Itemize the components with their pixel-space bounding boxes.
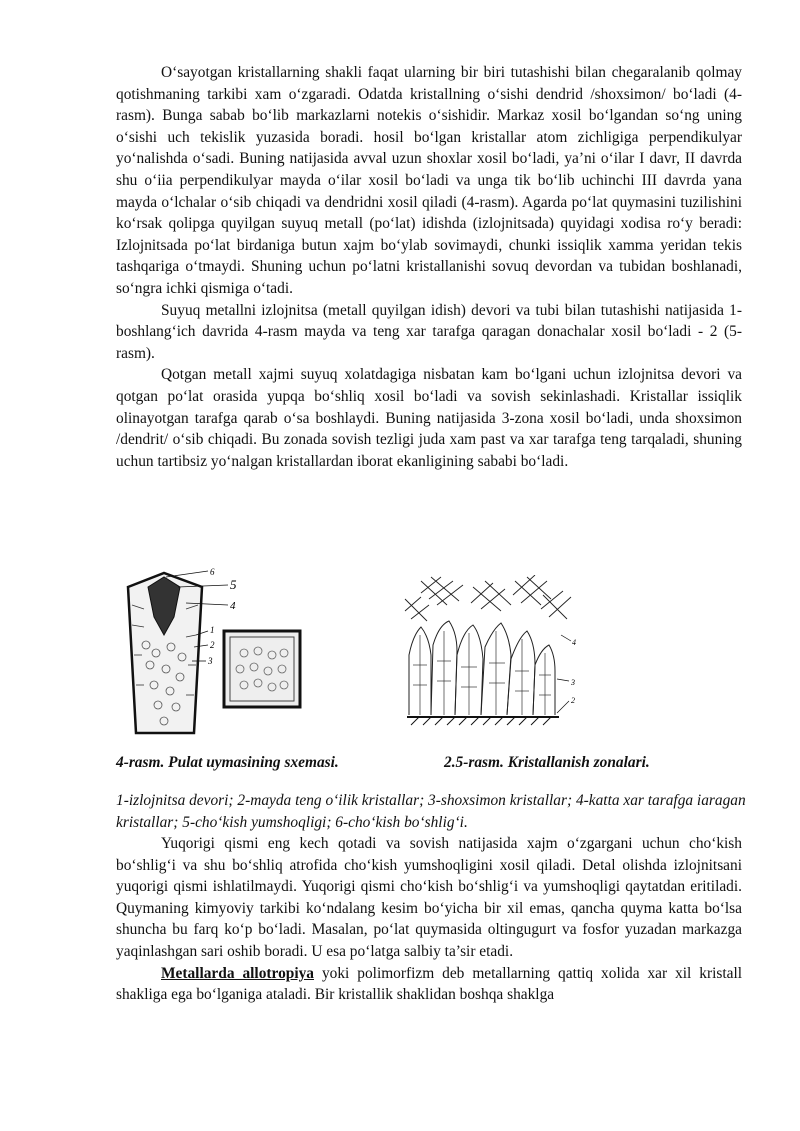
label-3: 3 — [208, 656, 213, 666]
crystallization-zones-figure — [401, 575, 591, 735]
paragraph-3: Qotgan metall xajmi suyuq xolatdagiga nisbatan kam bo‘lgani uchun izlojnitsa devori va qotgan po‘lat orasida yupqa bo‘shliq xosil bo‘ladi va sovish sekinlashadi. Kristallar issiqlik olinayotgan tarafga qarab o‘sa boshlaydi. Buning natijasida 3-zona xosil bo‘ladi, unda shoxsimon /dendrit/ o‘sib chiqadi. Bu zonada sovish tezligi juda xam past va xar tarafga teng tarqaladi, shuning uchun tartibsiz yo‘nalgan kristallardan iborat ekanligining sababi bo‘ladi. — [116, 366, 742, 470]
label-6: 6 — [210, 567, 215, 577]
allotropy-term: Metallarda allotropiya — [161, 964, 315, 982]
caption-fig4: 4-rasm. Pulat uymasining sxemasi. — [116, 754, 339, 771]
label-1: 1 — [210, 625, 215, 635]
caption-fig5: 2.5-rasm. Kristallanish zonalari. — [444, 754, 650, 771]
figures-row — [116, 565, 742, 745]
paragraph-5 — [116, 963, 742, 1006]
body-text-top — [116, 62, 742, 472]
zone-label-3: 3 — [571, 678, 575, 687]
paragraph-2: Suyuq metallni izlojnitsa (metall quyilgan idish) devori va tubi bilan tutashishi natijasida 1-boshlang‘ich davrida 4-rasm mayda va teng xar tarafga qaragan donachalar xosil bo‘ladi - 2 (5-rasm). — [116, 301, 742, 362]
zone-label-4: 4 — [572, 638, 576, 647]
zone-label-2: 2 — [571, 696, 575, 705]
label-5: 5 — [230, 577, 237, 592]
allotropy-definition: yoki polimorfizm deb metallarning qattiq xolida xar xil kristall shakliga ega bo‘lganiga ataladi. Bir kristallik shaklidan boshqa shaklga — [116, 964, 743, 1004]
figure-legend: 1-izlojnitsa devori; 2-mayda teng o‘ilik kristallar; 3-shoxsimon kristallar; 4-katta xar tarafga iaragan kristallar; 5-cho‘kish yumshoqligi; 6-cho‘kish bo‘shlig‘i. — [116, 792, 746, 831]
label-2: 2 — [210, 640, 215, 650]
paragraph-4: Yuqorigi qismi eng kech qotadi va sovish natijasida xajm o‘zgargani uchun cho‘kish bo‘shlig‘i va shu bo‘shliq atrofida cho‘kish yumshoqligini xosil qiladi. Detal olishda izlojnitsani yuqorigi qismi ishlatilmaydi. Yuqorigi qismi cho‘kish bo‘shlig‘i va yumshoqligi qaytatdan eritiladi. Quymaning kimyoviy tarkibi ko‘ndalang kesim bo‘yicha bir xil emas, qancha quyma katta bo‘lsa shuncha bu farq ko‘p bo‘ladi. Masalan, po‘lat quymasida oltingugurt va fosfor yuzadan markazga yaqinlashgan sari oshib boradi. U esa po‘latga salbiy ta’sir etadi. — [116, 835, 742, 960]
body-text-bottom — [116, 833, 742, 1006]
ingot-schematic-figure — [116, 565, 316, 740]
paragraph-1: O‘sayotgan kristallarning shakli faqat ularning bir biri tutashishi bilan chegaralanib qolmay qotishmaning tarkibi xam o‘zgaradi. Odatda kristallning o‘sishi dendrid /shoxsimon/ bo‘ladi (4-rasm). Bunga sabab bo‘lib markazlarni notekis o‘sishidir. Markaz xosil bo‘lgandan so‘ng uning o‘sishi uch tekislik yuzasida boradi. hosil bo‘lgan kristallar atom zichligiga perpendikulyar yo‘nalishda o‘sadi. Buning natijasida avval uzun shoxlar xosil bo‘ladi, ya’ni o‘ilar I davr, II davrda shu o‘iia perpendikulyar mayda o‘ilar xosil bo‘ladi va unga tik bo‘lib uchinchi III davrda yana mayda o‘lchalar o‘sib chiqadi va dendridni xosil qiladi (4-rasm). Agarda po‘lat quymasini tuzilishini ko‘rsak qolipga quyilgan suyuq metall (po‘lat) idishda (izlojnitsada) quyidagi xodisa ro‘y beradi: Izlojnitsada po‘lat birdaniga butun xajm bo‘ylab sovimaydi, chunki issiqlik xamma yeridan tekis tashqariga o‘tmaydi. Shuning uchun po‘latni kristallanishi sovuq devordan va tubidan boshlanadi, so‘ngra ichki qismiga o‘tadi. — [116, 64, 742, 297]
label-4: 4 — [230, 600, 236, 612]
